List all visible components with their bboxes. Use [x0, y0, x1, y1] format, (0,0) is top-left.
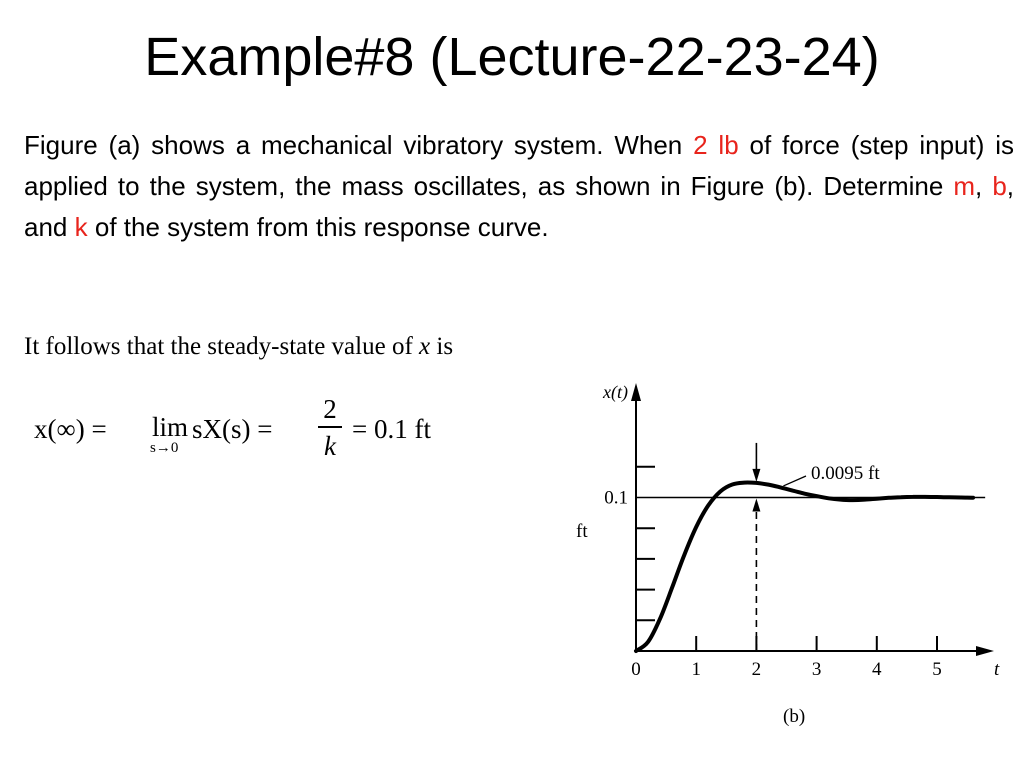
y-axis-arrow-icon	[631, 383, 641, 401]
chart-series	[636, 483, 973, 651]
equation-lim-subscript: s→0	[150, 440, 179, 456]
chart-axes	[631, 383, 994, 656]
intro-var: x	[419, 333, 431, 360]
separator-2: , and	[24, 171, 1015, 242]
var-m: m	[953, 171, 976, 201]
fraction-numerator: 2	[323, 394, 337, 424]
problem-text-2: of force (step input) is applied to the system, the mass oscillates, as shown in Figure (b). Determine	[24, 130, 1015, 201]
response-curve-line	[636, 483, 973, 651]
intro-end: is	[436, 333, 454, 360]
equation-lim: lim	[152, 412, 189, 442]
slide-title: Example#8 (Lecture-22-23-24)	[144, 27, 880, 87]
problem-text-3: of the system from this response curve.	[94, 212, 549, 242]
x-tick-label-3: 3	[811, 659, 822, 680]
x-tick-label-2: 2	[751, 659, 762, 680]
equation-transform: sX(s) =	[192, 414, 273, 444]
equation-rhs: = 0.1 ft	[352, 414, 431, 444]
overshoot-annotation: 0.0095 ft	[811, 463, 880, 484]
equation-lhs: x(∞) =	[34, 414, 107, 444]
var-k: k	[74, 212, 88, 242]
figure-caption: (b)	[783, 706, 806, 727]
force-value: 2 lb	[693, 130, 739, 160]
y-axis-unit: ft	[576, 521, 588, 542]
intro-text: It follows that the steady-state value of	[24, 333, 413, 360]
problem-text-1: Figure (a) shows a mechanical vibratory system. When	[24, 130, 683, 160]
x-axis-label: t	[994, 659, 1000, 680]
separator-1: ,	[975, 171, 983, 201]
arrow-up-icon	[752, 499, 760, 512]
x-tick-label-0: 0	[631, 659, 641, 680]
x-axis-arrow-icon	[976, 646, 994, 656]
y-tick-label: 0.1	[604, 487, 628, 509]
var-b: b	[992, 171, 1007, 201]
fraction-denominator: k	[324, 430, 336, 461]
chart-annotations	[752, 443, 880, 651]
x-tick-label-4: 4	[872, 659, 882, 680]
arrow-down-icon	[752, 469, 760, 482]
annotation-leader-line	[783, 476, 806, 486]
x-tick-label-5: 5	[932, 659, 942, 680]
x-tick-label-1: 1	[691, 659, 701, 680]
y-axis-label: x(t)	[603, 382, 628, 402]
